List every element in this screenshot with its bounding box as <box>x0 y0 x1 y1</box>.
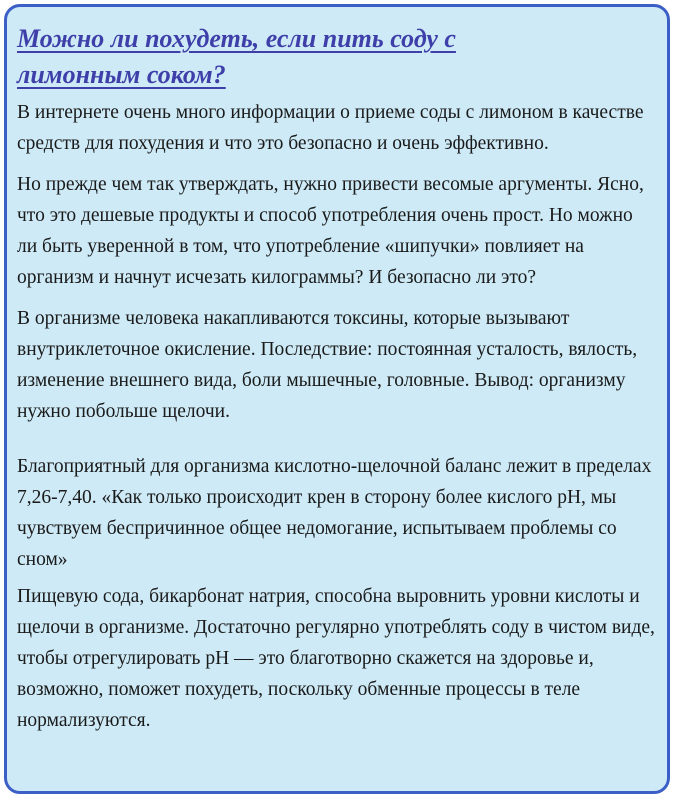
article-paragraph: Но прежде чем так утверждать, нужно привести весомые аргументы. Ясно, что это дешевые продукты и способ употребления очень прост. Но можно ли быть уверенной в том, что употребление «шипучки» повлияет на организм и начнут исчезать килограммы? И безопасно ли это? <box>17 174 644 288</box>
article-paragraph: В интернете очень много информации о приеме соды с лимоном в качестве средств для похудения и что это безопасно и очень эффективно. <box>17 102 644 154</box>
article-card <box>4 4 670 794</box>
article-paragraph: Благоприятный для организма кислотно-щелочной баланс лежит в пределах 7,26-7,40. «Как только происходит крен в сторону более кислого pH, мы чувствуем беспричинное общее недомогание, испытываем проблемы со сном» <box>17 456 652 570</box>
article-paragraph: Пищевую сода, бикарбонат натрия, способна выровнить уровни кислоты и щелочи в организме. Достаточно регулярно употреблять соду в чистом виде, чтобы отрегулировать pH — это благотворно скажется на здоровье и, возможно, поможет похудеть, поскольку обменные процессы в теле нормализуются. <box>17 586 655 731</box>
article-paragraph: В организме человека накапливаются токсины, которые вызывают внутриклеточное окисление. Последствие: постоянная усталость, вялость, изменение внешнего вида, боли мышечные, головные. Вывод: организму нужно побольше щелочи. <box>17 308 638 422</box>
article-title: Можно ли похудеть, если пить соду с лимонным соком? <box>17 24 456 89</box>
